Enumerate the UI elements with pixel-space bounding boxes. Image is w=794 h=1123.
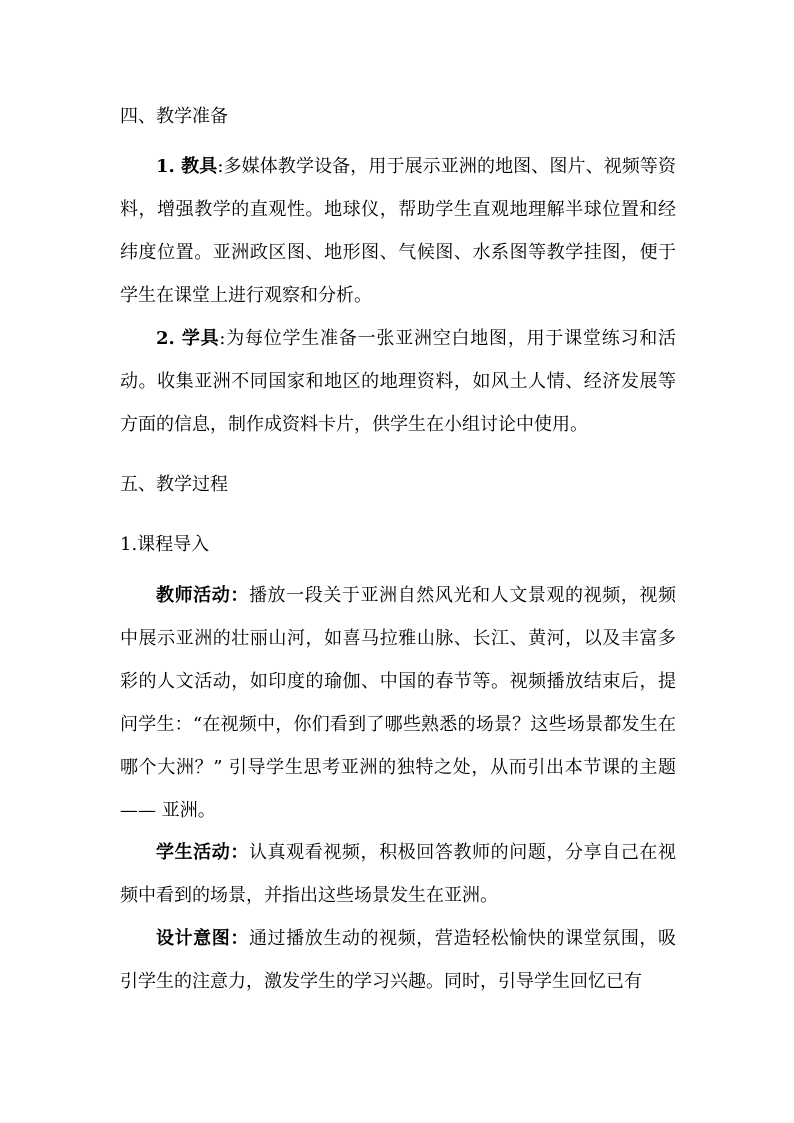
paragraph-teaching-tools	[120, 145, 676, 317]
teaching-tools-text: 多媒体教学设备，用于展示亚洲的地图、图片、视频等资料，增强教学的直观性。地球仪，帮助学生直观地理解半球位置和经纬度位置。亚洲政区图、地形图、气候图、水系图等教学挂图，便于学生在课堂上进行观察和分析。	[120, 156, 677, 306]
teacher-activity-label: 教师活动：	[156, 585, 249, 606]
teaching-tools-label: 1. 教具	[156, 156, 218, 177]
learning-tools-label: 2. 学具	[156, 328, 220, 349]
student-activity-text: 认真观看视频，积极回答教师的问题，分享自己在视频中看到的场景，并指出这些场景发生在亚洲。	[120, 842, 677, 906]
learning-tools-colon: :	[219, 328, 226, 349]
learning-tools-text: 为每位学生准备一张亚洲空白地图，用于课堂练习和活动。收集亚洲不同国家和地区的地理资料，如风土人情、经济发展等方面的信息，制作成资料卡片，供学生在小组讨论中使用。	[120, 328, 677, 435]
paragraph-student-activity	[120, 831, 676, 917]
paragraph-design-intent	[120, 917, 676, 1003]
paragraph-learning-tools	[120, 317, 676, 446]
paragraph-teacher-activity	[120, 574, 676, 832]
section-heading-teaching-preparation: 四、教学准备	[120, 106, 228, 127]
teacher-activity-text: 播放一段关于亚洲自然风光和人文景观的视频，视频中展示亚洲的壮丽山河，如喜马拉雅山脉、长江、黄河，以及丰富多彩的人文活动，如印度的瑜伽、中国的春节等。视频播放结束后，提问学生：“在视频中，你们看到了哪些熟悉的场景？这些场景都发生在哪个大洲？” 引导学生思考亚洲的独特之处，从而引出本节课的主题 —— 亚洲。	[120, 585, 677, 821]
design-intent-text: 通过播放生动的视频，营造轻松愉快的课堂氛围，吸引学生的注意力，激发学生的学习兴趣。同时，引导学生回忆已有	[120, 928, 677, 992]
design-intent-label: 设计意图：	[156, 928, 249, 949]
teaching-tools-colon: :	[217, 156, 224, 177]
student-activity-label: 学生活动：	[156, 842, 249, 863]
subsection-heading-course-intro: 1.课程导入	[120, 534, 210, 555]
section-heading-teaching-process: 五、教学过程	[120, 474, 228, 495]
